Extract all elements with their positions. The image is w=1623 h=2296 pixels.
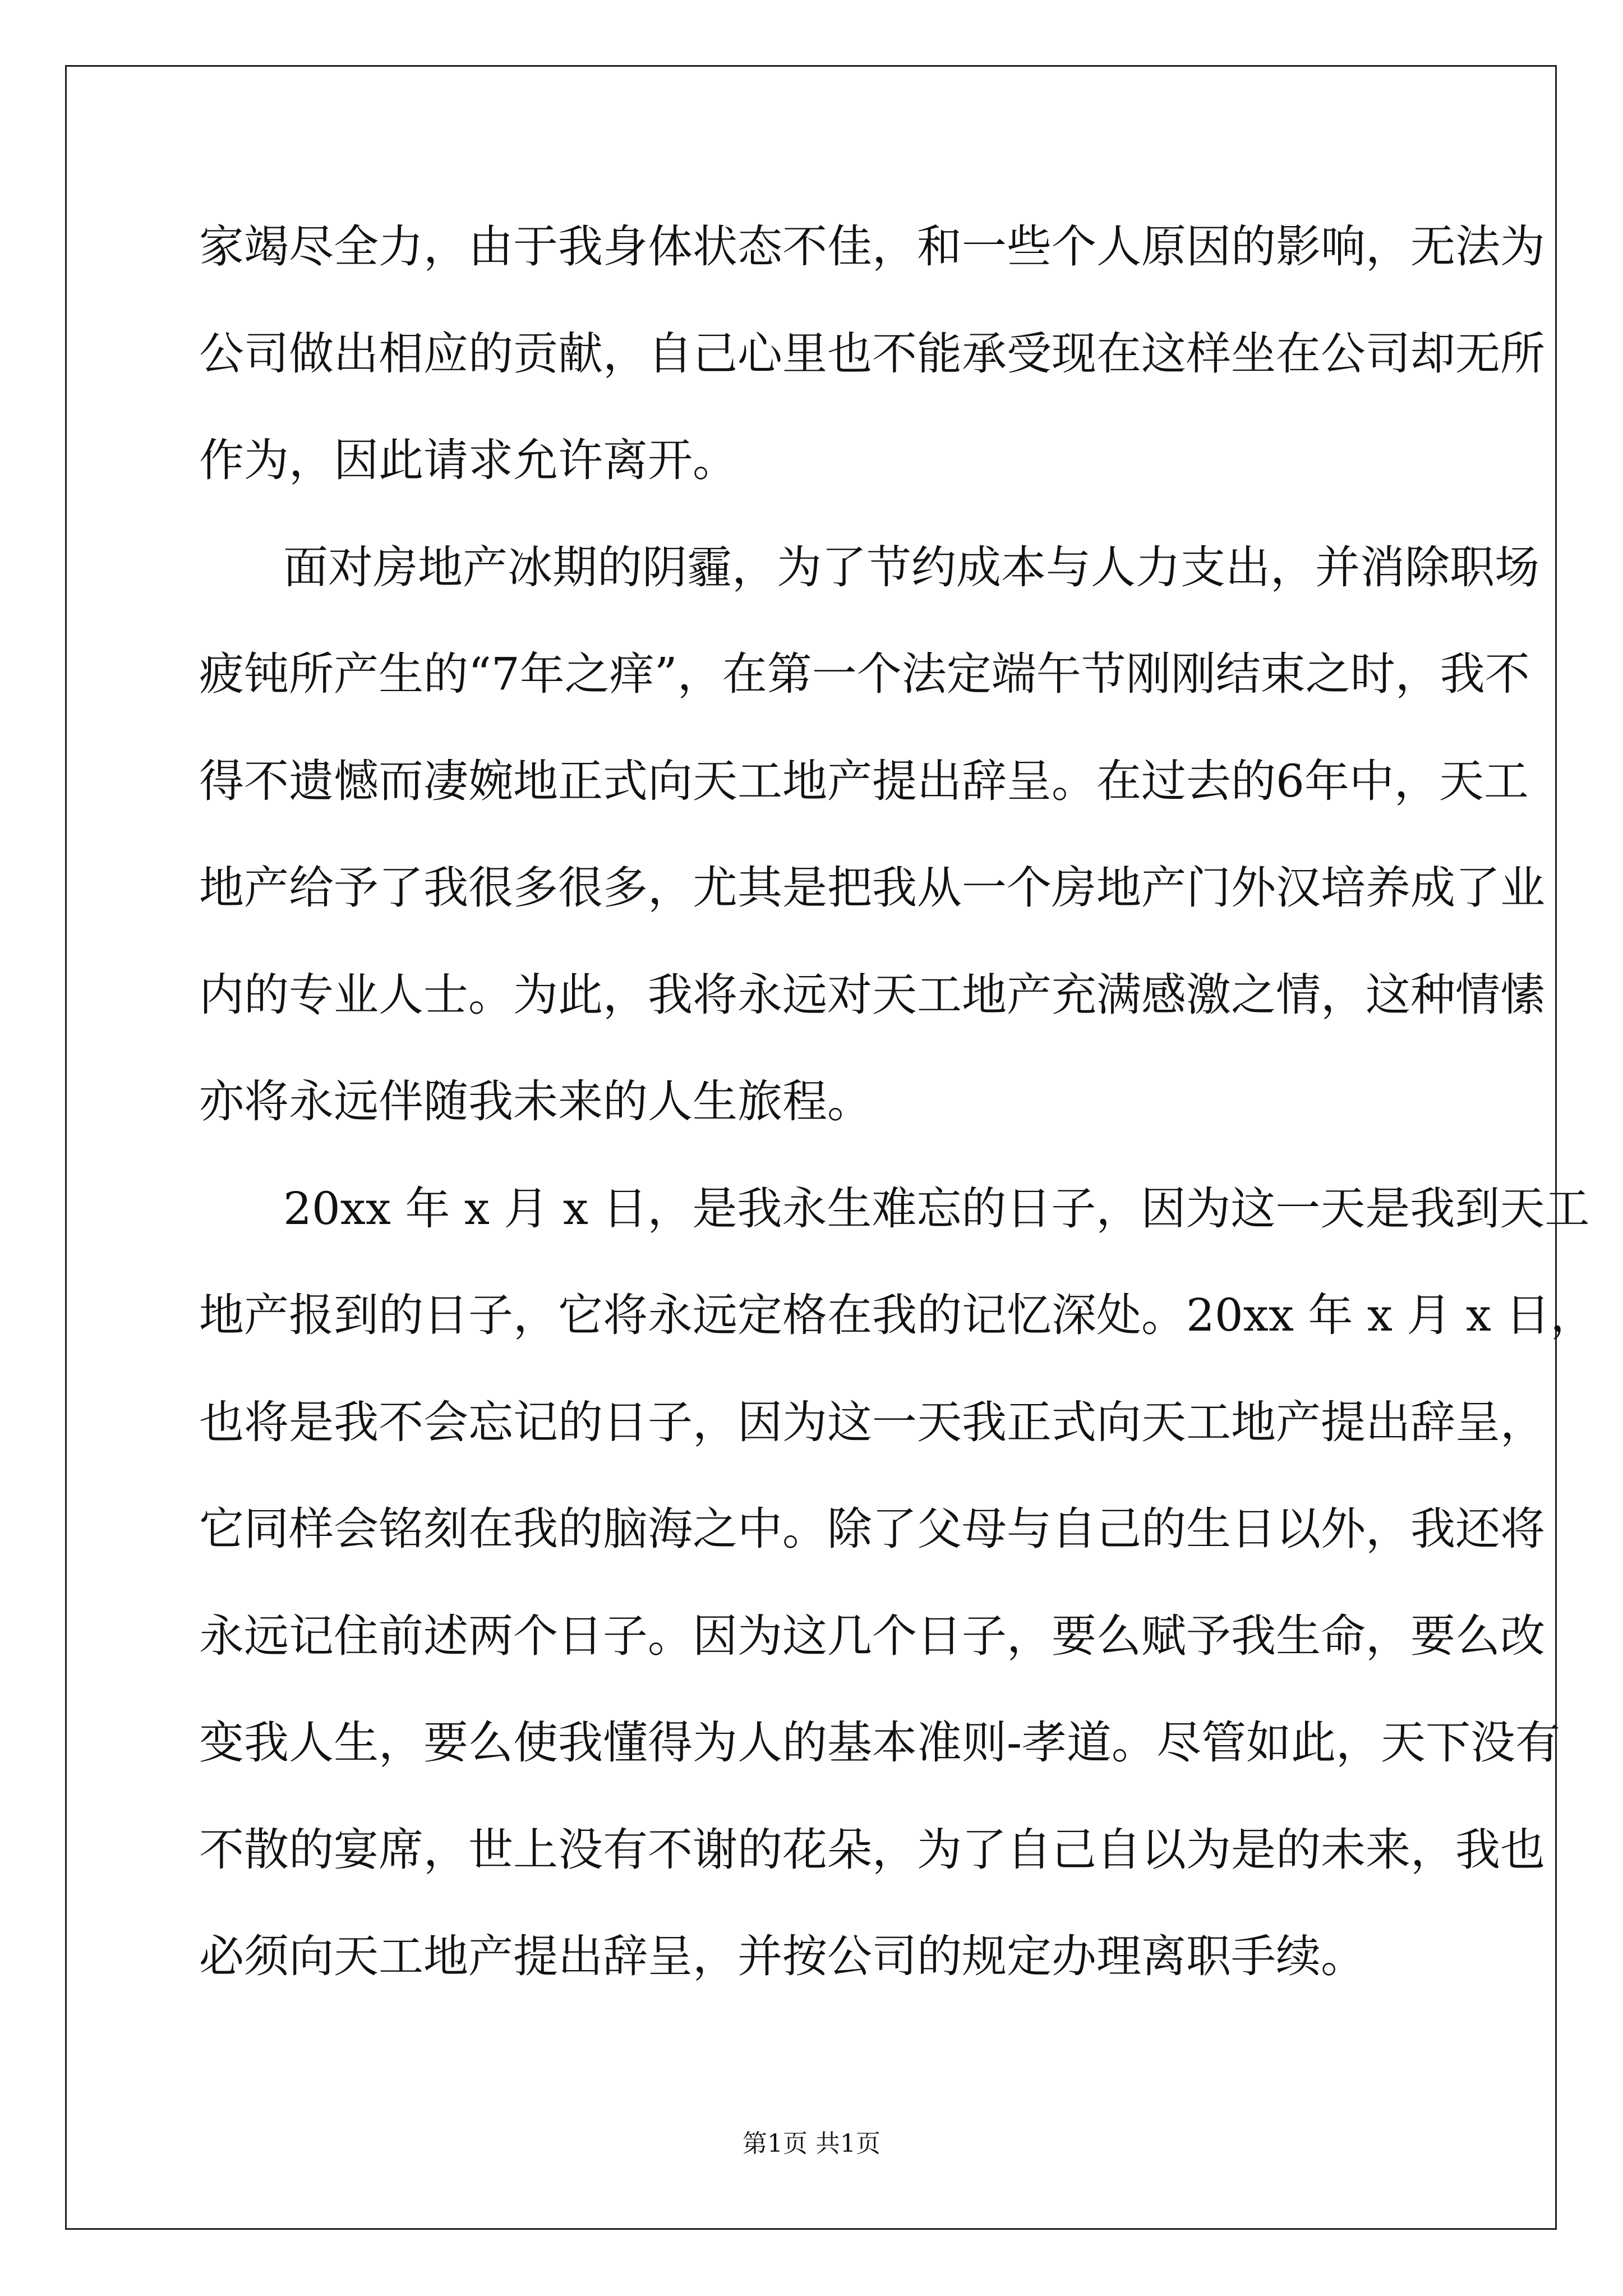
text-line: 永远记住前述两个日子。因为这几个日子，要么赋予我生命，要么改 [199,1609,1545,1662]
text-line: 面对房地产冰期的阴霾，为了节约成本与人力支出，并消除职场 [283,541,1539,593]
text-line: 亦将永远伴随我未来的人生旅程。 [199,1075,872,1128]
text-line: 必须向天工地产提出辞呈，并按公司的规定办理离职手续。 [199,1930,1366,1982]
text-line: 它同样会铭刻在我的脑海之中。除了父母与自己的生日以外，我还将 [199,1503,1545,1555]
text-line: 也将是我不会忘记的日子，因为这一天我正式向天工地产提出辞呈， [199,1396,1545,1448]
text-line: 家竭尽全力，由于我身体状态不佳，和一些个人原因的影响，无法为 [199,220,1545,273]
page-footer: 第1页 共1页 [743,2129,880,2158]
document-body [199,194,1596,2010]
text-line: 变我人生，要么使我懂得为人的基本准则-孝道。尽管如此，天下没有 [199,1717,1561,1769]
text-line: 20xx 年 x 月 x 日，是我永生难忘的日子，因为这一天是我到天工 [283,1182,1590,1235]
text-line: 得不遗憾而凄婉地正式向天工地产提出辞呈。在过去的6年中，天工 [199,754,1529,807]
text-line: 地产报到的日子，它将永远定格在我的记忆深处。20xx 年 x 月 x 日， [199,1289,1596,1341]
text-line: 疲钝所产生的“7年之痒”，在第一个法定端午节刚刚结束之时，我不 [199,648,1530,700]
text-line: 内的专业人士。为此，我将永远对天工地产充满感激之情，这种情愫 [199,968,1545,1021]
text-line: 地产给予了我很多很多，尤其是把我从一个房地产门外汉培养成了业 [199,862,1545,914]
text-line: 不散的宴席，世上没有不谢的花朵，为了自己自以为是的未来，我也 [199,1823,1545,1876]
text-line: 作为，因此请求允许离开。 [199,434,737,486]
text-line: 公司做出相应的贡献，自己心里也不能承受现在这样坐在公司却无所 [199,327,1545,380]
